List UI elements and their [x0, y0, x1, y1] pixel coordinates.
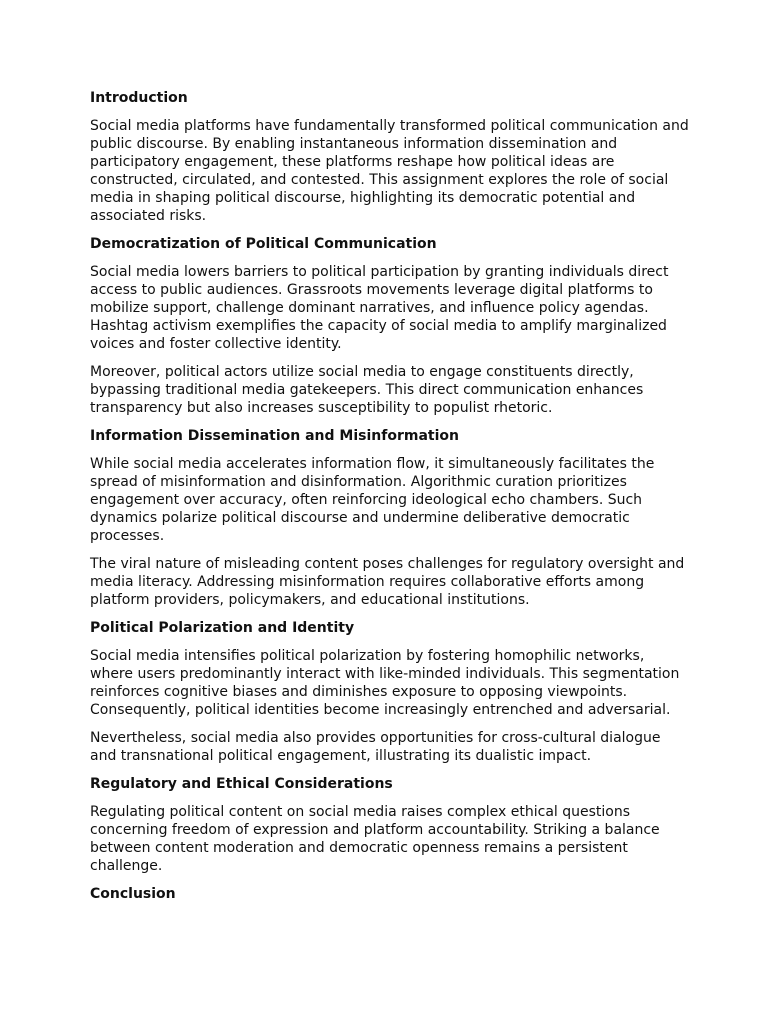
section-heading-regulatory: Regulatory and Ethical Considerations	[90, 776, 393, 792]
paragraph: Social media lowers barriers to political participation by granting individuals direct access to public audiences. Grassroots movements leverage digital platforms to mobilize support, challenge dominant narratives, and influence policy agendas. Hashtag activism exemplifies the capacity of social media to amplify marginalized voices and foster collective identity.	[90, 264, 669, 352]
section-heading-introduction: Introduction	[90, 90, 188, 106]
section-heading-democratization: Democratization of Political Communication	[90, 236, 437, 252]
paragraph: Social media platforms have fundamentally transformed political communication and public discourse. By enabling instantaneous information dissemination and participatory engagement, these platforms reshape how political ideas are constructed, circulated, and contested. This assignment explores the role of social media in shaping political discourse, highlighting its democratic potential and associated risks.	[90, 118, 689, 224]
paragraph: While social media accelerates information flow, it simultaneously facilitates the spread of misinformation and disinformation. Algorithmic curation prioritizes engagement over accuracy, often reinforcing ideological echo chambers. Such dynamics polarize political discourse and undermine deliberative democratic processes.	[90, 456, 655, 544]
section-heading-conclusion: Conclusion	[90, 886, 176, 902]
paragraph: Moreover, political actors utilize social media to engage constituents directly, bypassing traditional media gatekeepers. This direct communication enhances transparency but also increases susceptibility to populist rhetoric.	[90, 364, 644, 416]
document-page	[90, 89, 690, 913]
paragraph: Nevertheless, social media also provides opportunities for cross-cultural dialogue and transnational political engagement, illustrating its dualistic impact.	[90, 730, 661, 764]
paragraph: Social media intensifies political polarization by fostering homophilic networks, where users predominantly interact with like-minded individuals. This segmentation reinforces cognitive biases and diminishes exposure to opposing viewpoints. Consequently, political identities become increasingly entrenched and adversarial.	[90, 648, 680, 718]
paragraph: Regulating political content on social media raises complex ethical questions concerning freedom of expression and platform accountability. Striking a balance between content moderation and democratic openness remains a persistent challenge.	[90, 804, 660, 874]
section-heading-misinformation: Information Dissemination and Misinformation	[90, 428, 459, 444]
paragraph: The viral nature of misleading content poses challenges for regulatory oversight and media literacy. Addressing misinformation requires collaborative efforts among platform providers, policymakers, and educational institutions.	[90, 556, 685, 608]
section-heading-polarization: Political Polarization and Identity	[90, 620, 355, 636]
